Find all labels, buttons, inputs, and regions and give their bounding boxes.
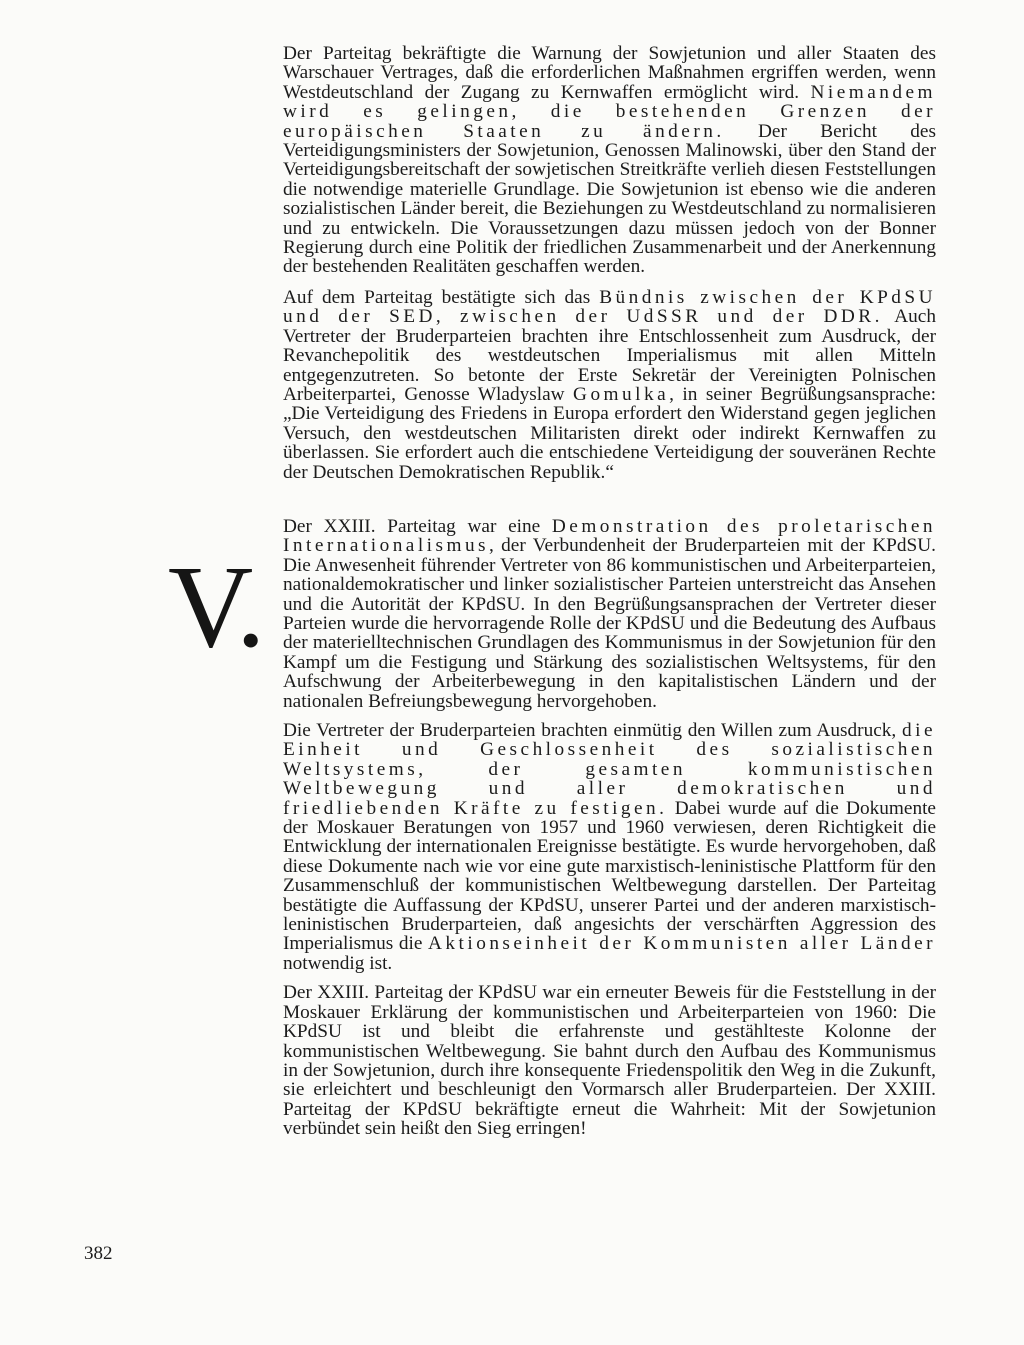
- spaced-emphasis: Bündnis zwischen der KPdSU und der SED, zwischen der UdSSR und der DDR.: [283, 286, 936, 328]
- paragraph-1: [283, 44, 936, 277]
- spaced-emphasis: Gomulka: [573, 383, 670, 405]
- text-segment: Die Vertreter der Bruderparteien brachten einmütig den Willen zum Ausdruck,: [283, 720, 903, 741]
- spaced-emphasis: Niemandem wird es gelingen, die bestehenden Grenzen der europäischen Staaten zu ändern.: [283, 81, 936, 142]
- paragraph-4: [283, 721, 936, 973]
- page-number: 382: [84, 1243, 113, 1264]
- text-segment: Der XXIII. Parteitag war eine: [283, 515, 552, 537]
- text-segment: , in seiner Begrüßungsansprache: „Die Verteidigung des Friedens in Europa erfordert den Widerstand gegen jeglichen Versuch, den westdeutschen Militaristen direkt oder indirekt Kernwaffen zu überlassen. Sie erfordert auch die entschiedene Verteidigung der souveränen Rechte der Deutschen Demokratischen Republik.“: [283, 383, 936, 483]
- chapter-numeral: V.: [168, 541, 264, 672]
- text-segment: Der Parteitag bekräftigte die Warnung der Sowjetunion und aller Staaten des Warschauer Vertrages, daß die erforderlichen Maßnahmen ergriffen werden, wenn Westdeutschland der Zugang zu Kernwaffen ermöglicht wird.: [283, 43, 936, 103]
- text-segment: Der Bericht des Verteidigungsministers der Sowjetunion, Genossen Malinowski, über den Stand der Verteidigungsbereitschaft der sowjetischen Streitkräfte verlieh diesen Feststellungen die notwendige materielle Grundlage. Die Sowjetunion ist ebenso wie die anderen sozialistischen Länder bereit, die Beziehungen zu Westdeutschland zu normalisieren und zu entwickeln. Die Voraussetzungen dazu müssen jedoch von der Bonner Regierung durch eine Politik der friedlichen Zusammenarbeit und der Anerkennung der bestehenden Realitäten geschaffen werden.: [283, 120, 936, 278]
- paragraph-5: [283, 983, 936, 1138]
- spaced-emphasis: die Einheit und Geschlossenheit des sozialistischen Weltsystems, der gesamten kommunistischen Weltbewegung und aller demokratischen und friedliebenden Kräfte zu festigen.: [283, 720, 936, 819]
- paragraph-3: [283, 517, 936, 711]
- text-column: [283, 44, 936, 1139]
- text-segment: , der Verbundenheit der Bruderparteien mit der KPdSU. Die Anwesenheit führender Vertreter von 86 kommunistischen und Arbeiterparteien, nationaldemokratischer und linker sozialistischer Parteien unterstreicht das Ansehen und die Autorität der KPdSU. In den Begrüßungsansprachen der Vertreter dieser Parteien wurde die hervorragende Rolle der KPdSU und die Bedeutung des Aufbaus der materielltechnischen Grundlagen des Kommunismus in der Sowjetunion für den Kampf um die Festigung und Stärkung des sozialistischen Weltsystems, für den Aufschwung der Arbeiterbewegung in den kapitalistischen Ländern und der nationalen Befreiungsbewegung hervorgehoben.: [283, 535, 936, 712]
- paragraph-2: [283, 288, 936, 482]
- text-segment: notwendig ist.: [283, 952, 393, 974]
- text-segment: Auf dem Parteitag bestätigte sich das: [283, 286, 600, 308]
- spaced-emphasis: Aktionseinheit der Kommunisten aller Länder: [428, 933, 936, 955]
- text-segment: Der XXIII. Parteitag der KPdSU war ein erneuter Beweis für die Feststellung in der Moskauer Erklärung der kommunistischen und Arbeiterparteien von 1960: Die KPdSU ist und bleibt die erfahrenste und gestählteste Kolonne der kommunistischen Weltbewegung. Sie bahnt durch den Aufbau des Kommunismus in der Sowjetunion, durch ihre konsequente Friedenspolitik den Weg in die Zukunft, sie erleichtert und beschleunigt den Vormarsch aller Bruderparteien. Der XXIII. Parteitag der KPdSU bekräftigte erneut die Wahrheit: Mit der Sowjetunion verbündet sein heißt den Sieg erringen!: [283, 982, 936, 1140]
- spaced-emphasis: Demonstration des proletarischen Internationalismus: [283, 515, 936, 557]
- text-segment: Dabei wurde auf die Dokumente der Moskauer Beratungen von 1957 und 1960 verwiesen, deren Richtigkeit die Entwicklung der internationalen Ereignisse bestätigte. Es wurde hervorgehoben, daß diese Dokumente nach wie vor eine gute marxistisch-leninistische Plattform für den Zusammenschluß der kommunistischen Weltbewegung darstellen. Der Parteitag bestätigte die Auffassung der KPdSU, unserer Partei und der anderen marxistisch-leninistischen Bruderparteien, daß angesichts der verschärften Aggression des Imperialismus die: [283, 797, 936, 955]
- text-segment: Auch Vertreter der Bruderparteien brachten ihre Entschlossenheit zum Ausdruck, der Revanchepolitik des westdeutschen Imperialismus mit allen Mitteln entgegenzutreten. So betonte der Erste Sekretär der Vereinigten Polnischen Arbeiterpartei, Genosse Wladyslaw: [283, 306, 936, 405]
